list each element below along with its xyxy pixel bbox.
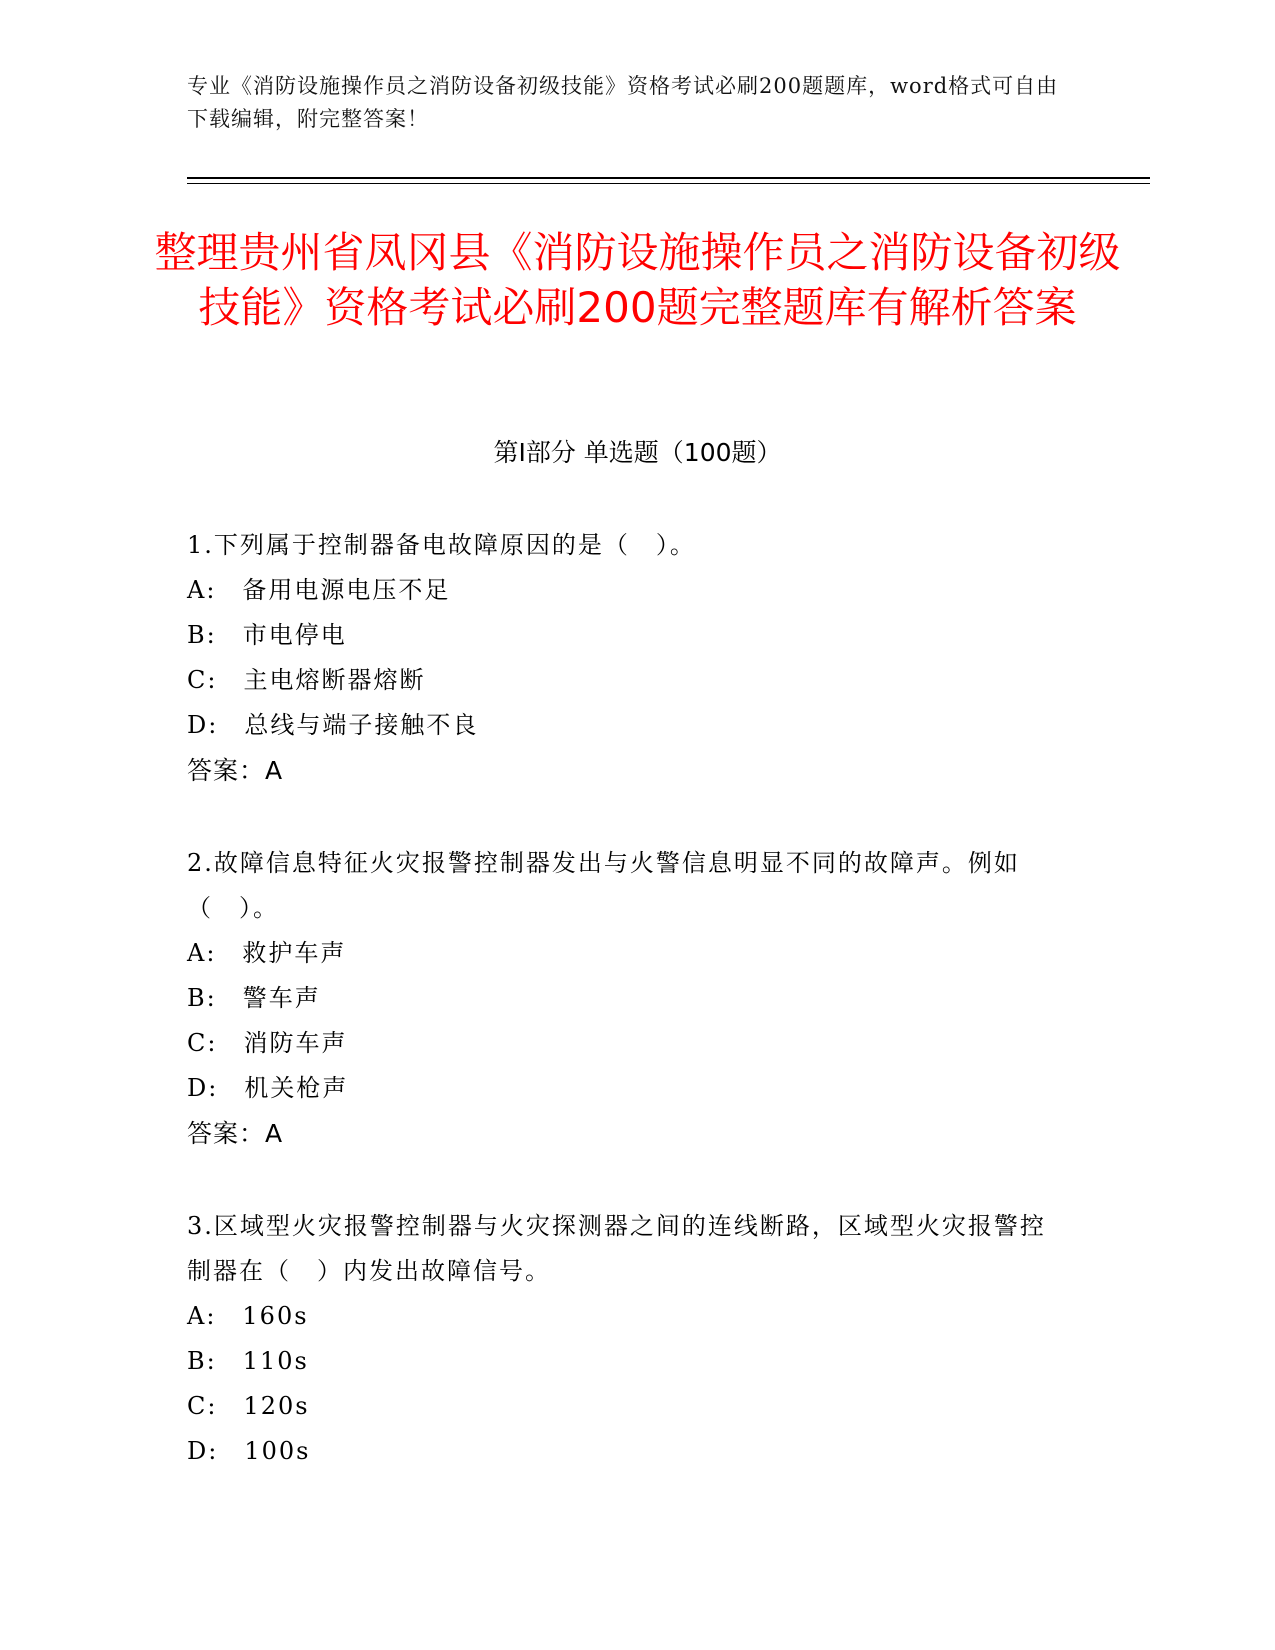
option-c: C: 消防车声: [187, 1029, 348, 1057]
option-b: B: 市电停电: [187, 621, 347, 649]
header-divider-thick: [187, 177, 1150, 179]
question-stem: 1.下列属于控制器备电故障原因的是（ ）。: [187, 531, 696, 559]
option-c: C: 主电熔断器熔断: [187, 666, 426, 694]
question-2: [187, 841, 1067, 1156]
answer: 答案：A: [187, 756, 284, 785]
option-b: B: 110s: [187, 1347, 309, 1375]
question-3: [187, 1204, 1067, 1474]
option-a: A: 备用电源电压不足: [187, 576, 451, 604]
question-1: [187, 523, 1067, 793]
answer: 答案：A: [187, 1119, 284, 1148]
option-b: B: 警车声: [187, 984, 321, 1012]
option-c: C: 120s: [187, 1392, 310, 1420]
option-d: D: 100s: [187, 1437, 311, 1465]
option-d: D: 总线与端子接触不良: [187, 711, 479, 739]
question-stem: 3.区域型火灾报警控制器与火灾探测器之间的连线断路，区域型火灾报警控制器在（ ）内发出故障信号。: [187, 1212, 1046, 1285]
header-note: 专业《消防设施操作员之消防设备初级技能》资格考试必刷200题题库，word格式可自由下载编辑，附完整答案！: [187, 74, 1059, 131]
section-heading: 第Ⅰ部分 单选题（100题）: [493, 438, 782, 467]
question-stem: 2.故障信息特征火灾报警控制器发出与火警信息明显不同的故障声。例如（ ）。: [187, 849, 1020, 922]
document-title: 整理贵州省凤冈县《消防设施操作员之消防设备初级技能》资格考试必刷200题完整题库有解析答案: [154, 228, 1121, 332]
header-divider-thin: [187, 183, 1150, 184]
option-d: D: 机关枪声: [187, 1074, 349, 1102]
option-a: A: 160s: [187, 1302, 309, 1330]
option-a: A: 救护车声: [187, 939, 347, 967]
